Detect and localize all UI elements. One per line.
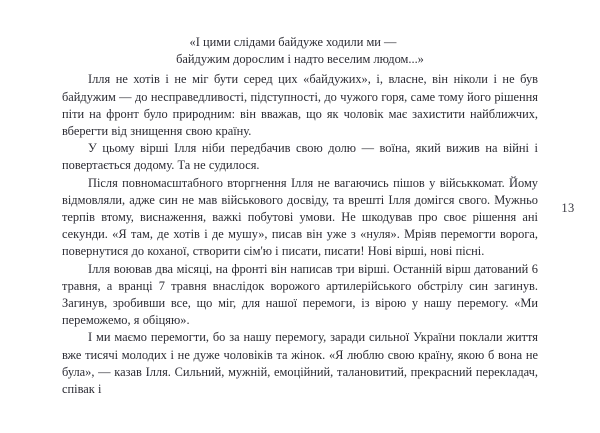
epigraph bbox=[62, 34, 538, 68]
body-paragraph: Ілля воював два місяці, на фронті він написав три вірші. Останній вірш датований 6 травня, а вранці 7 травня внаслідок ворожого артилерійського обстрілу син загинув. Загинув, зробивши все, що міг, для нашої перемоги, із вірою у нашу перемогу. «Ми переможемо, я обіцяю». bbox=[62, 261, 538, 328]
page-number: 13 bbox=[561, 201, 575, 215]
epigraph-line-1: «І цими слідами байдуже ходили ми — bbox=[189, 35, 397, 49]
body-paragraph: Після повномасштабного вторгнення Ілля не вагаючись пішов у військкомат. Йому відмовляли, адже син не мав військового досвіду, та врешті Ілля домігся свого. Мужньо терпів втому, виснаження, важкі побутові умови. Не шкодував про своє рішення ані секунди. «Я там, де хотів і де мушу», писав він уже з «нуля». Мріяв перемогти ворога, повернутися до коханої, створити сім'ю і писати, писати! Нові вірші, нові пісні. bbox=[62, 175, 538, 259]
body-paragraph: І ми маємо перемогти, бо за нашу перемогу, заради сильної України поклали життя вже тисячі молодих і не дуже чоловіків та жінок. «Я люблю свою країну, якою б вона не була», — казав Ілля. Сильний, мужній, емоційний, талановитий, прекрасний перекладач, співак і bbox=[62, 330, 538, 397]
body-paragraph: Ілля не хотів і не міг бути серед цих «байдужих», і, власне, він ніколи і не був байдужим — до несправедливості, підступності, до чужого горя, саме тому його рішення піти на фронт було природним: він вважав, що як чоловік має захистити найближчих, вберегти від знищення свою країну. bbox=[62, 72, 538, 139]
body-paragraph: У цьому вірші Ілля ніби передбачив свою долю — воїна, який вижив на війні і повертається додому. Та не судилося. bbox=[62, 141, 538, 173]
text-block bbox=[62, 34, 538, 398]
epigraph-line-2: байдужим дорослим і надто веселим людом...» bbox=[176, 52, 424, 67]
